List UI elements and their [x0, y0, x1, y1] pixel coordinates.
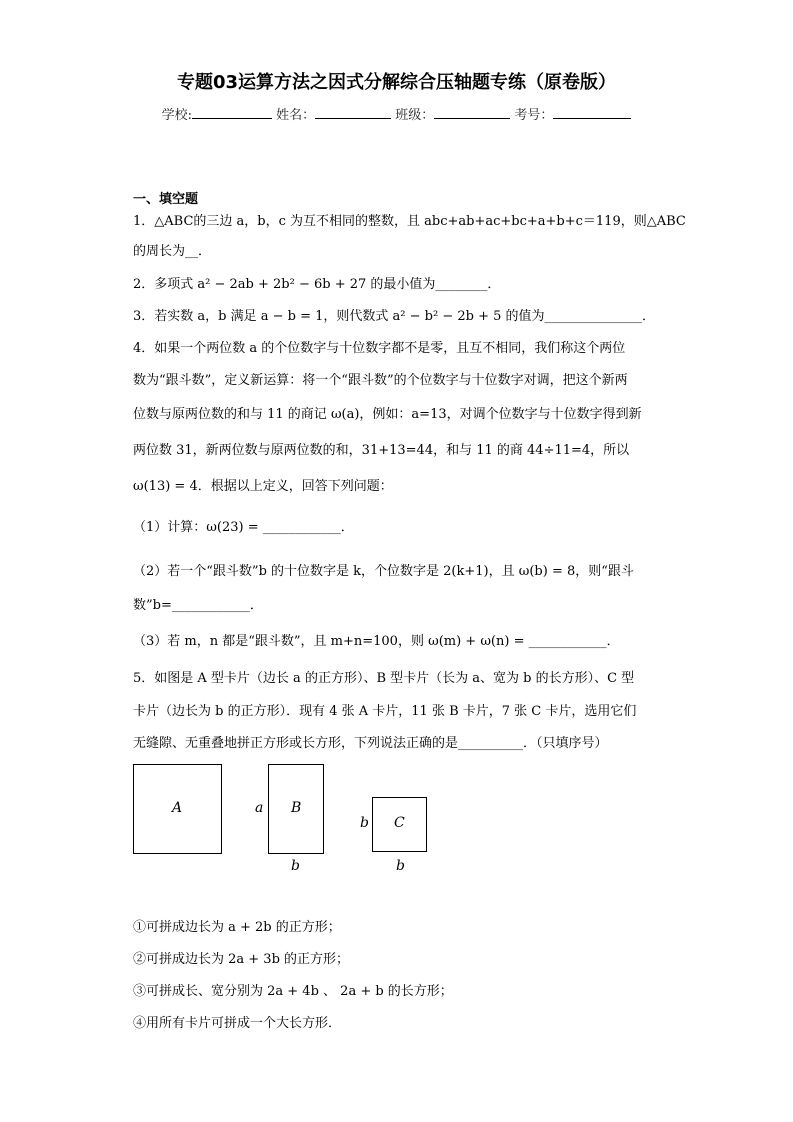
class-label: 班级：: [395, 108, 435, 123]
question-4-part-1: （1）计算：ω(23) = ____________．: [133, 520, 354, 535]
question-5-line-1: 5．如图是 A 型卡片（边长 a 的正方形）、B 型卡片（长为 a、宽为 b 的长方形）、C 型: [133, 671, 635, 686]
school-blank: [192, 106, 272, 119]
card-a-label: A: [172, 800, 183, 816]
option-1: ①可拼成边长为 a + 2b 的正方形；: [133, 920, 341, 935]
question-4-line-5: ω(13) = 4．根据以上定义，回答下列问题：: [133, 479, 393, 494]
question-4-part-2-line-1: （2）若一个“跟斗数”b 的十位数字是 k，个位数字是 2(k+1)，且 ω(b) = 8，则“跟斗: [133, 564, 634, 579]
question-3: 3．若实数 a，b 满足 a − b = 1，则代数式 a² − b² − 2b + 5 的值为_______________．: [133, 309, 655, 324]
question-4-line-1: 4．如果一个两位数 a 的个位数字与十位数字都不是零，且互不相同，我们称这个两位: [133, 341, 626, 356]
question-4-line-2: 数为“跟斗数”，定义新运算：将一个“跟斗数”的个位数字与十位数字对调，把这个新两: [133, 373, 628, 388]
student-info: [0, 104, 793, 123]
class-blank: [434, 106, 510, 119]
question-4-part-3: （3）若 m，n 都是“跟斗数”，且 m+n=100，则 ω(m) + ω(n) = ____________．: [133, 634, 620, 649]
card-b-label: B: [291, 800, 302, 816]
card-c-side-label: b: [360, 815, 369, 831]
question-1-line-1: 1．△ABC的三边 a，b，c 为互不相同的整数，且 abc+ab+ac+bc+a+b+c＝119，则△ABC: [133, 214, 686, 229]
question-1-line-2: 的周长为__．: [133, 244, 212, 259]
card-c-bottom-label: b: [396, 858, 405, 874]
card-b-side-b-label: b: [291, 858, 300, 874]
card-b-side-a-label: a: [255, 800, 264, 816]
number-blank: [553, 106, 631, 119]
question-2: 2．多项式 a² − 2ab + 2b² − 6b + 27 的最小值为________．: [133, 277, 501, 292]
option-4: ④用所有卡片可拼成一个大长方形．: [133, 1016, 342, 1031]
name-label: 姓名：: [276, 108, 316, 123]
section-heading: 一、填空题: [133, 192, 199, 207]
option-2: ②可拼成边长为 2a + 3b 的正方形；: [133, 952, 350, 967]
school-label: 学校:: [161, 108, 192, 123]
question-4-line-3: 位数与原两位数的和与 11 的商记 ω(a)，例如：a=13，对调个位数字与十位数字得到新: [133, 407, 642, 422]
question-5-line-3: 无缝隙、无重叠地拼正方形或长方形，下列说法正确的是__________．（只填序号）: [133, 736, 608, 751]
option-3: ③可拼成长、宽分别为 2a + 4b 、 2a + b 的长方形；: [133, 984, 453, 999]
card-c-label: C: [394, 815, 405, 831]
page-title: 专题03运算方法之因式分解综合压轴题专练（原卷版）: [176, 72, 617, 93]
question-4-part-2-line-2: 数”b=____________．: [133, 598, 263, 613]
name-blank: [315, 106, 391, 119]
question-4-line-4: 两位数 31，新两位数与原两位数的和，31+13=44，和与 11 的商 44÷11=4，所以: [133, 443, 630, 458]
number-label: 考号：: [514, 108, 554, 123]
question-5-line-2: 卡片（边长为 b 的正方形）．现有 4 张 A 卡片，11 张 B 卡片，7 张 C 卡片，选用它们: [133, 704, 637, 719]
